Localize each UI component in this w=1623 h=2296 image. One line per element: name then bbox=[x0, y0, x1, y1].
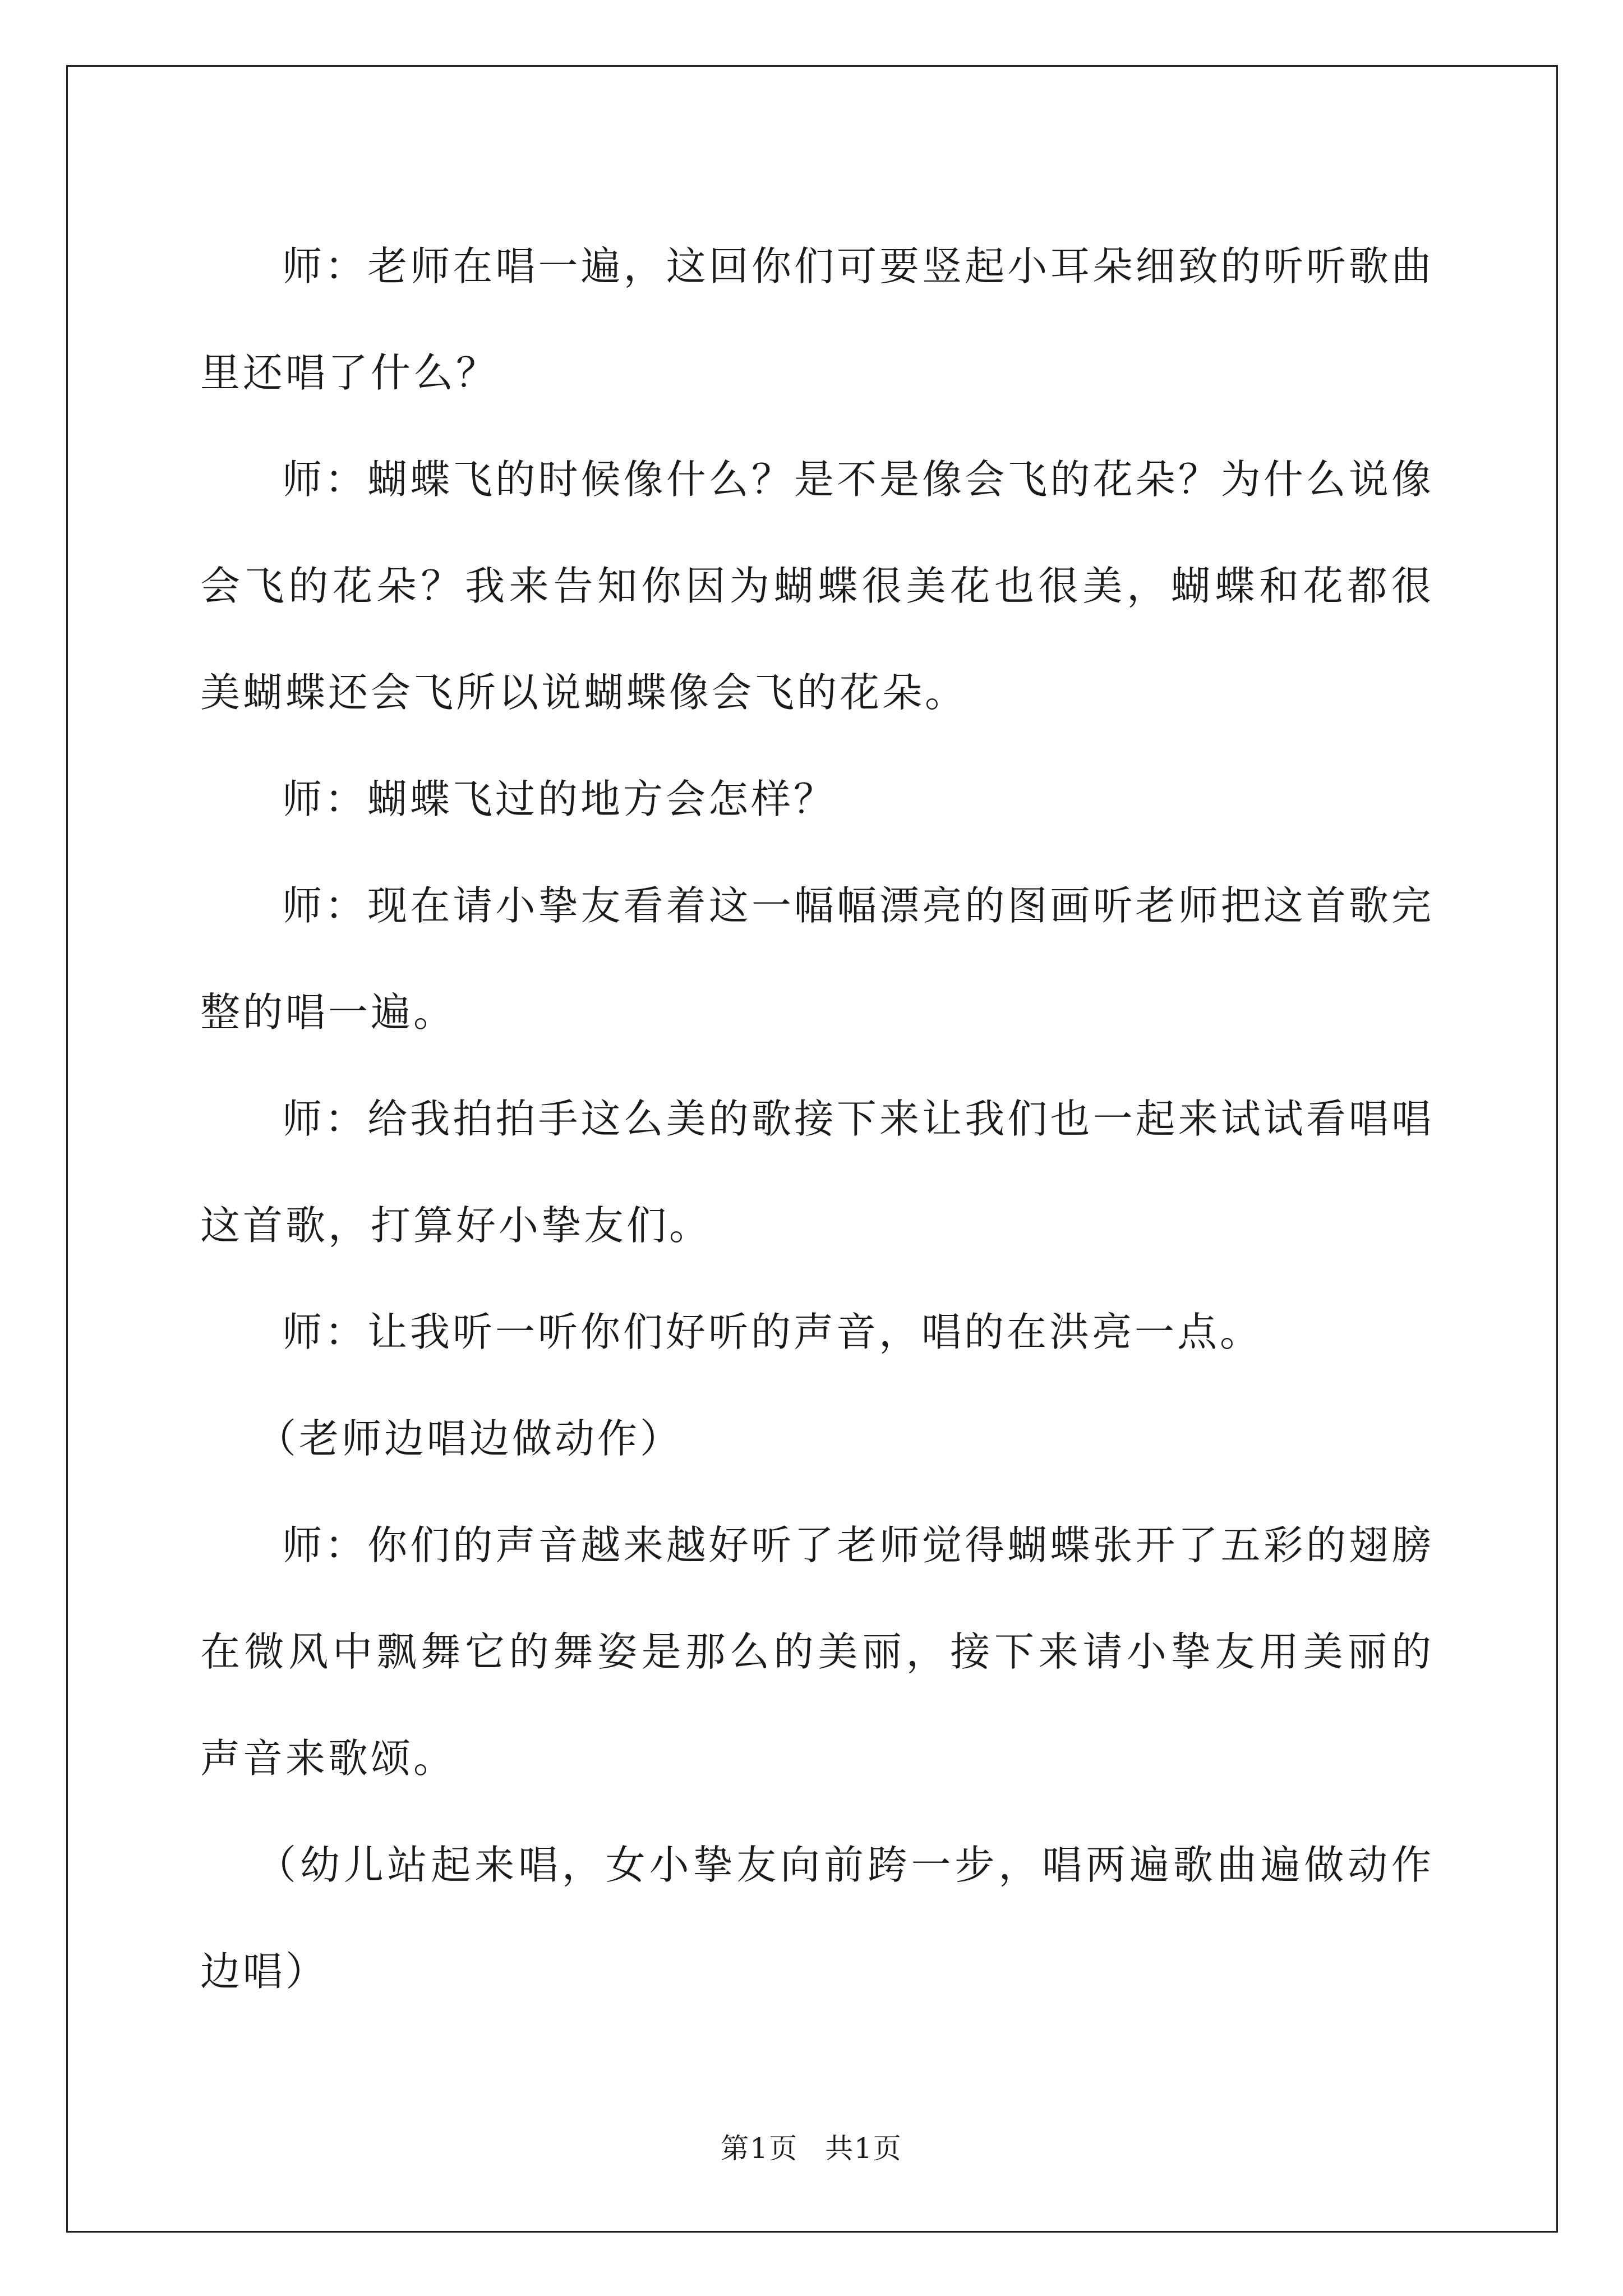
paragraph-2: 师：蝴蝶飞的时候像什么？是不是像会飞的花朵？为什么说像会飞的花朵？我来告知你因为蝴蝶很美花也很美，蝴蝶和花都很美蝴蝶还会飞所以说蝴蝶像会飞的花朵。 bbox=[200, 456, 1434, 716]
paragraph-1: 师：老师在唱一遍，这回你们可要竖起小耳朵细致的听听歌曲里还唱了什么？ bbox=[200, 243, 1434, 396]
page-number-total: 共1页 bbox=[825, 2132, 902, 2165]
paragraph-7: （老师边唱边做动作） bbox=[256, 1415, 683, 1462]
paragraph-5: 师：给我拍拍手这么美的歌接下来让我们也一起来试试看唱唱这首歌，打算好小挚友们。 bbox=[200, 1096, 1434, 1249]
paragraph-9: （幼儿站起来唱，女小挚友向前跨一步，唱两遍歌曲遍做动作边唱） bbox=[200, 1842, 1434, 1995]
paragraph-3: 师：蝴蝶飞过的地方会怎样？ bbox=[282, 776, 837, 822]
document-body bbox=[200, 213, 1434, 2025]
paragraph-4: 师：现在请小挚友看着这一幅幅漂亮的图画听老师把这首歌完整的唱一遍。 bbox=[200, 882, 1434, 1036]
paragraph-6: 师：让我听一听你们好听的声音，唱的在洪亮一点。 bbox=[282, 1309, 1263, 1355]
page-footer bbox=[0, 2132, 1623, 2165]
page-number-current: 第1页 bbox=[721, 2132, 798, 2165]
paragraph-8: 师：你们的声音越来越好听了老师觉得蝴蝶张开了五彩的翅膀在微风中飘舞它的舞姿是那么的美丽，接下来请小挚友用美丽的声音来歌颂。 bbox=[200, 1522, 1434, 1782]
